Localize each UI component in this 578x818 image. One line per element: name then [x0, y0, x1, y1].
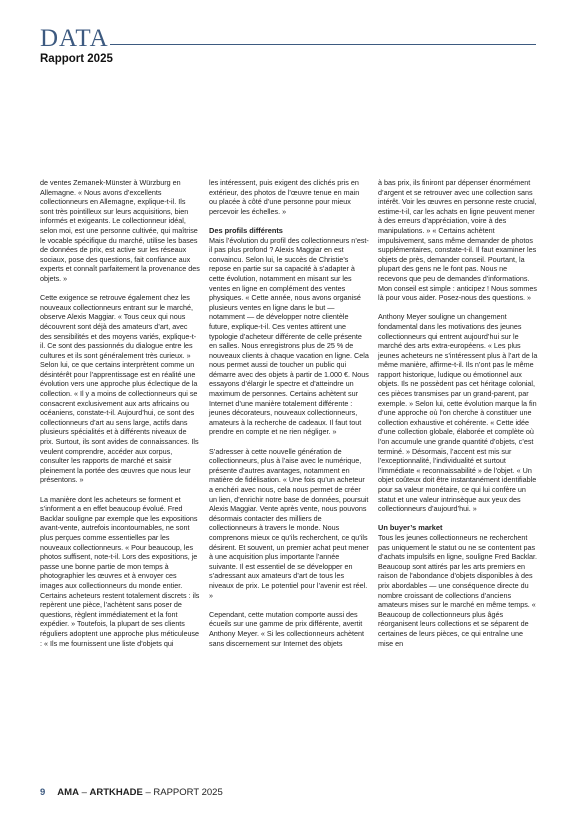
section-heading: Un buyer’s market: [378, 523, 443, 533]
section-heading: Des profils différents: [209, 225, 283, 235]
body-paragraph: S’adresser à cette nouvelle génération de collectionneurs, plus à l’aise avec le numérique, présente d’autres avantages, notamment en matière de fidélisation. « Une fois qu’un acheteur a enchéri avec nous, cela nous permet de créer un lien, d’enrichir notre base de données, poursuit Alexis Maggiar. Vente après vente, nous pouvons désormais contacter des milliers de collectionneurs à travers le monde. Nous comprenons mieux ce qu’ils recherchent, ce qu’ils désirent. Et souvent, un premier achat peut mener à une acquisition plus importante l’année suivante. Il est essentiel de se développer en s’adressant aux amateurs d’art de tous les niveaux de prix. Le potentiel pour l’avenir est réel. »: [209, 446, 369, 600]
body-paragraph: Anthony Meyer souligne un changement fondamental dans les motivations des jeunes collectionneurs qui entrent aujourd’hui sur le marché des arts extra-européens. « Les plus jeunes acheteurs ne s’intéressent plus à l’art de la même manière, affirme-t-il. Ils n’ont pas le même rapport historique, ludique ou émotionnel aux objets. Ils ne possèdent pas cet héritage colonial, ces pièces transmises par un grand-parent, par exemple. » Selon lui, cette évolution marque la fin d’une approche où l’on cherche à constituer une collection exhaustive et cohérente. « Cette idée d’une collection globale, élaborée et complète où l’on accumule une grande quantité d’objets, c’est terminé. » Désormais, l’accent est mis sur l’exceptionnalité, l’individualité et surtout l’immédiate « reconnaissabilité » de l’objet. « Un objet coûteux doit être instantanément identifiable pour sa valeur monétaire, ce qui lui confère un statut et une valeur intrinsèque aux yeux des collectionneurs d’aujourd’hui. »: [378, 312, 538, 514]
page-number: 9: [40, 787, 46, 798]
text-column-1: [40, 178, 200, 658]
body-paragraph: à bas prix, ils finiront par dépenser énormément d’argent et se retrouver avec une collection sans intérêt. Voir les œuvres en personne reste crucial, estime-t-il, car les achats en ligne peuvent mener à des erreurs d’appréciation, voire à des manipulations. » « Certains achètent impulsivement, sans même demander de photos supplémentaires, constate-t-il. Il faut examiner les objets de près, demander conseil. Pourtant, la plupart des gens ne le font pas. Nous ne recevons que peu de demandes d’informations. Mon conseil est simple : anticipez ! Nous sommes là pour vous aider. Posez-nous des questions. »: [378, 178, 537, 303]
footer-brand-2: ARTKHADE: [89, 787, 143, 798]
text-column-3: [378, 178, 538, 658]
body-paragraph: Mais l’évolution du profil des collectionneurs n’est-il pas plus profond ? Alexis Maggiar en est convaincu. Selon lui, le succès de Christie’s repose en partie sur sa capacité à s’adapter à cette évolution, notamment en misant sur les ventes en ligne en complément des ventes physiques. « Cette année, nous avons organisé plusieurs ventes en ligne dans le but — notamment — de développer notre clientèle future, explique-t-il. Ces ventes attirent une typologie d’acheteur différente de celle présente en salles. Nous enregistrons plus de 25 % de nouveaux clients à chaque vacation en ligne. Cela nous permet aussi de toucher un public qui démarre avec des objets à partir de 1.000 €. Nous essayons d’élargir le spectre et d’atteindre un maximum de personnes. Certains achètent sur Internet d’une manière totalement différente : jeunes décorateurs, nouveaux collectionneurs, amateurs à la recherche de cadeaux. Il faut tout prendre en compte et ne rien négliger. »: [209, 235, 369, 437]
body-paragraph: de ventes Zemanek-Münster à Würzburg en Allemagne. « Nous avons d’excellents collectionneurs en Allemagne, explique-t-il. Ils sont très pointilleux sur leurs acquisitions, bien informés et exigeants. Le collectionneur idéal, selon moi, est une personne cultivée, qui maîtrise le vocable spécifique du marché, utilise les bases de données de prix, est active sur les réseaux sociaux, pose des questions, fait confiance aux experts et connaît parfaitement la provenance des objets. »: [40, 178, 200, 283]
body-paragraph: Cependant, cette mutation comporte aussi des écueils sur une gamme de prix différente, avertit Anthony Meyer. « Si les collectionneurs achètent sans discernement sur Internet des objets: [209, 609, 365, 648]
page-title: DATA: [40, 25, 109, 52]
body-paragraph: Tous les jeunes collectionneurs ne recherchent pas uniquement le statut ou ne se contentent pas d’achats impulsifs en ligne, souligne Fred Backlar. Beaucoup sont attirés par les arts premiers en raison de l’abondance d’objets disponibles à des prix abordables — une conséquence directe du nombre croissant de collections d’anciens amateurs mises sur le marché en même temps. « Beaucoup de collectionneurs plus âgés réorganisent leurs collections et se séparent de certaines de leurs pièces, ce qui entraîne une mise en: [378, 532, 538, 648]
body-paragraph: les intéressent, puis exigent des clichés pris en extérieur, des photos de l’œuvre tenue en main ou placée à côté d’une personne pour mieux percevoir les échelles. »: [209, 178, 360, 216]
header-divider: [110, 44, 536, 45]
footer-report-label: – RAPPORT 2025: [142, 787, 223, 798]
footer-brand: AMA: [57, 787, 79, 798]
body-paragraph: La manière dont les acheteurs se forment et s’informent a en effet beaucoup évolué. Fred Backlar souligne par exemple que les expositions avant-vente, autrefois incontournables, ne sont plus perçues comme essentielles par les nouveaux collectionneurs. « Pour beaucoup, les photos suffisent, note-t-il. Lors des expositions, je passe une bonne partie de mon temps à photographier les œuvres et à envoyer ces images aux collectionneurs du monde entier. Certains acheteurs restent totalement discrets : ils repèrent une pièce, l’achètent sans poser de questions, règlent immédiatement et la font expédier. » Toutefois, la plupart de ses clients réguliers adoptent une approche plus méticuleuse : « Ils me fournissent une liste d’objets qui: [40, 494, 200, 648]
text-column-2: [209, 178, 369, 658]
footer-separator: –: [78, 787, 90, 798]
page-footer: [40, 787, 223, 798]
page-subtitle: Rapport 2025: [40, 53, 113, 65]
body-paragraph: Cette exigence se retrouve également chez les nouveaux collectionneurs entrant sur le marché, observe Alexis Maggiar. « Tous ceux qui nous découvrent sont déjà des amateurs d’art, avec des sensibilités et des moyens variés, explique-t-il. Ce sont des passionnés du dialogue entre les cultures et ils sont généralement très curieux. » Selon lui, ce que certains interprètent comme un désintérêt pour l’apprentissage est en réalité une évolution vers une approche plus éclectique de la collection. « Il y a moins de collectionneurs qui se consacrent exclusivement aux arts africains ou océaniens, constate-t-il. Aujourd’hui, ce sont des collectionneurs d’art au sens large, actifs dans plusieurs spécialités et à différents niveaux de prix. Surtout, ils sont avides de connaissances. Ils veulent comprendre, accéder aux corpus, consulter les rapports de marché et saisir pleinement la portée des œuvres que nous leur présentons. »: [40, 293, 199, 485]
